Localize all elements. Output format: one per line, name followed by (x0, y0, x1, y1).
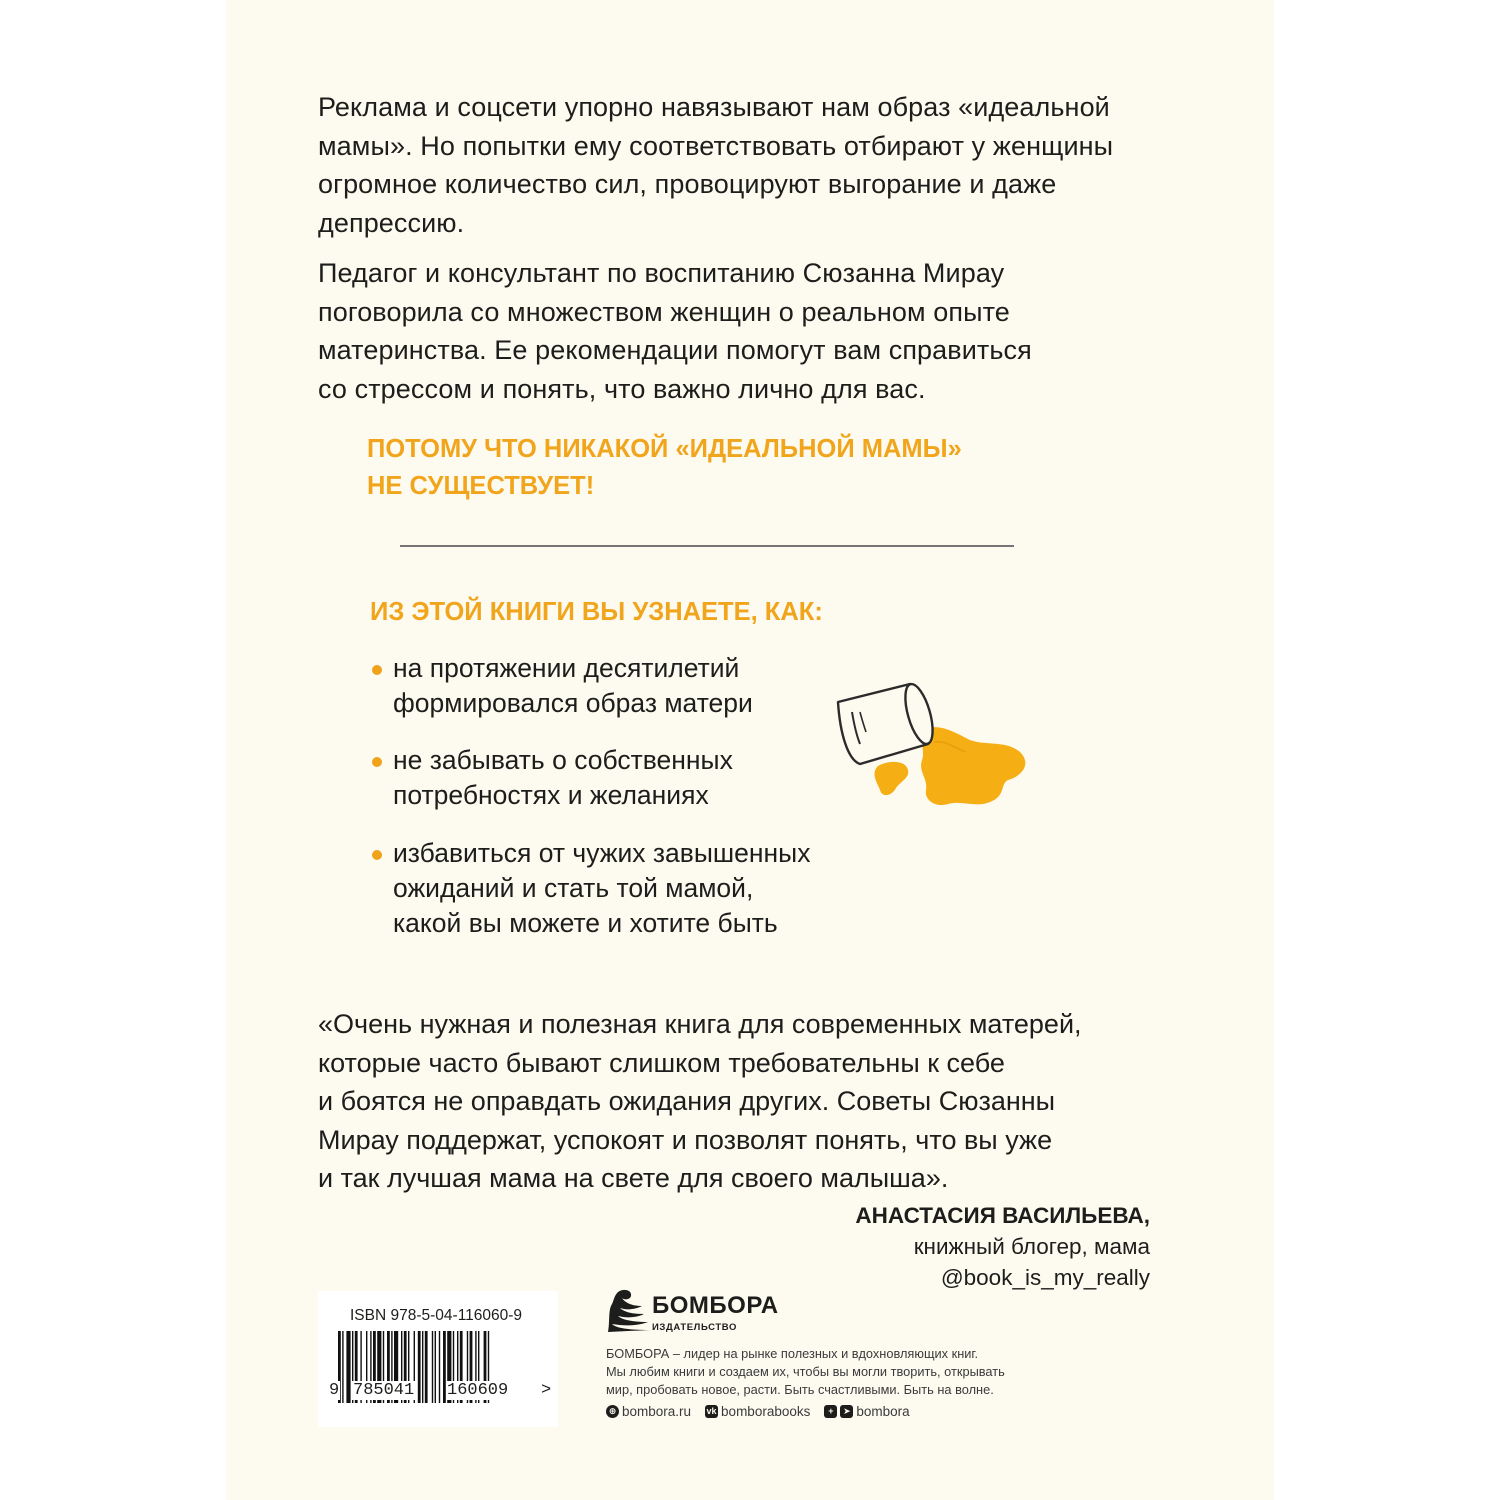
publisher-description (606, 1345, 1005, 1399)
isbn-digits-right: 160609 (447, 1381, 509, 1400)
isbn-digits (328, 1377, 550, 1405)
slogan-line: ПОТОМУ ЧТО НИКАКОЙ «ИДЕАЛЬНОЙ МАМЫ» (367, 435, 962, 463)
text-line: Реклама и соцсети упорно навязывают нам образ «идеальной (318, 92, 1110, 122)
publisher-subtitle: ИЗДАТЕЛЬСТВО (652, 1322, 737, 1333)
publisher-description-line: мир, пробовать новое, расти. Быть счастливыми. Быть на волне. (606, 1382, 994, 1397)
slogan (367, 431, 962, 505)
publisher-links (606, 1404, 924, 1419)
text-line: со стрессом и понять, что важно лично для вас. (318, 373, 926, 404)
bullet-item (370, 743, 733, 813)
isbn-arrow: > (541, 1381, 552, 1400)
slogan-line: НЕ СУЩЕСТВУЕТ! (367, 472, 595, 500)
telegram-link[interactable] (824, 1404, 909, 1419)
bullet-line: ожиданий и стать той мамой, (393, 873, 754, 903)
spill-drop (875, 762, 909, 795)
bullet-item (370, 836, 810, 941)
testimonial-quote (318, 1005, 1082, 1198)
publisher-description-line: Мы любим книги и создаем их, чтобы вы могли творить, открывать (606, 1364, 1005, 1379)
bullet-line: какой вы можете и хотите быть (393, 908, 778, 938)
bullet-dot-icon (372, 757, 382, 767)
text-line: огромное количество сил, провоцируют выгорание и даже (318, 169, 1057, 199)
globe-icon: ⊕ (606, 1405, 619, 1418)
quote-author-role: книжный блогер, мама (913, 1234, 1150, 1259)
plus-icon: + (824, 1405, 837, 1418)
spill-puddle (921, 727, 1025, 805)
quote-author: АНАСТАСИЯ ВАСИЛЬЕВА, (855, 1203, 1150, 1228)
quote-author-handle: @book_is_my_really (940, 1265, 1150, 1290)
bullet-line: избавиться от чужих завышенных (393, 838, 811, 868)
bullet-line: на протяжении десятилетий (393, 653, 740, 683)
bullet-line: формировался образ матери (393, 688, 753, 718)
spilled-glass-illustration (830, 660, 1060, 820)
publisher-description-line: БОМБОРА – лидер на рынке полезных и вдохновляющих книг. (606, 1346, 979, 1361)
bullet-line: потребностях и желаниях (393, 780, 709, 810)
website-link[interactable] (606, 1404, 691, 1419)
website-link-text: bombora.ru (622, 1404, 692, 1419)
bullet-line: не забывать о собственных (393, 745, 733, 775)
quote-line: и боятся не оправдать ожидания других. Советы Сюзанны (318, 1086, 1056, 1116)
intro-paragraph-1 (318, 88, 1113, 242)
isbn-digit-first: 9 (329, 1381, 340, 1400)
text-line: мамы». Но попытки ему соответствовать отбирают у женщины (318, 130, 1114, 161)
publisher-name: БОМБОРА (652, 1292, 779, 1319)
divider (400, 545, 1014, 547)
text-line: поговорила со множеством женщин о реальном опыте (318, 296, 1010, 327)
quote-line: которые часто бывают слишком требовательны к себе (318, 1047, 1005, 1078)
bullet-dot-icon (372, 850, 382, 860)
vk-icon: vk (706, 1406, 717, 1416)
quote-line: Мирау поддержат, успокоят и позволят понять, что вы уже (318, 1124, 1053, 1155)
intro-paragraph-2 (318, 254, 1032, 408)
text-line: депрессию. (318, 207, 465, 238)
text-line: материнства. Ее рекомендации помогут вам справиться (318, 335, 1032, 365)
isbn-digits-left: 785041 (353, 1381, 415, 1400)
quote-attribution (855, 1200, 1150, 1293)
quote-line: «Очень нужная и полезная книга для современных матерей, (318, 1009, 1082, 1039)
text-line: Педагог и консультант по воспитанию Сюзанна Мирау (318, 258, 1005, 288)
publisher-logo-icon (604, 1286, 654, 1336)
quote-line: и так лучшая мама на свете для своего малыша». (318, 1163, 949, 1193)
bullet-dot-icon (372, 665, 382, 675)
isbn-barcode-box (318, 1291, 558, 1427)
learn-heading: ИЗ ЭТОЙ КНИГИ ВЫ УЗНАЕТЕ, КАК: (370, 598, 823, 626)
vk-link[interactable] (705, 1404, 810, 1419)
vk-link-text: bomborabooks (721, 1404, 811, 1419)
telegram-icon: ➤ (840, 1405, 853, 1418)
isbn-label: ISBN 978-5-04-116060-9 (350, 1307, 523, 1324)
bullet-item (370, 651, 753, 721)
telegram-link-text: bombora (856, 1404, 910, 1419)
